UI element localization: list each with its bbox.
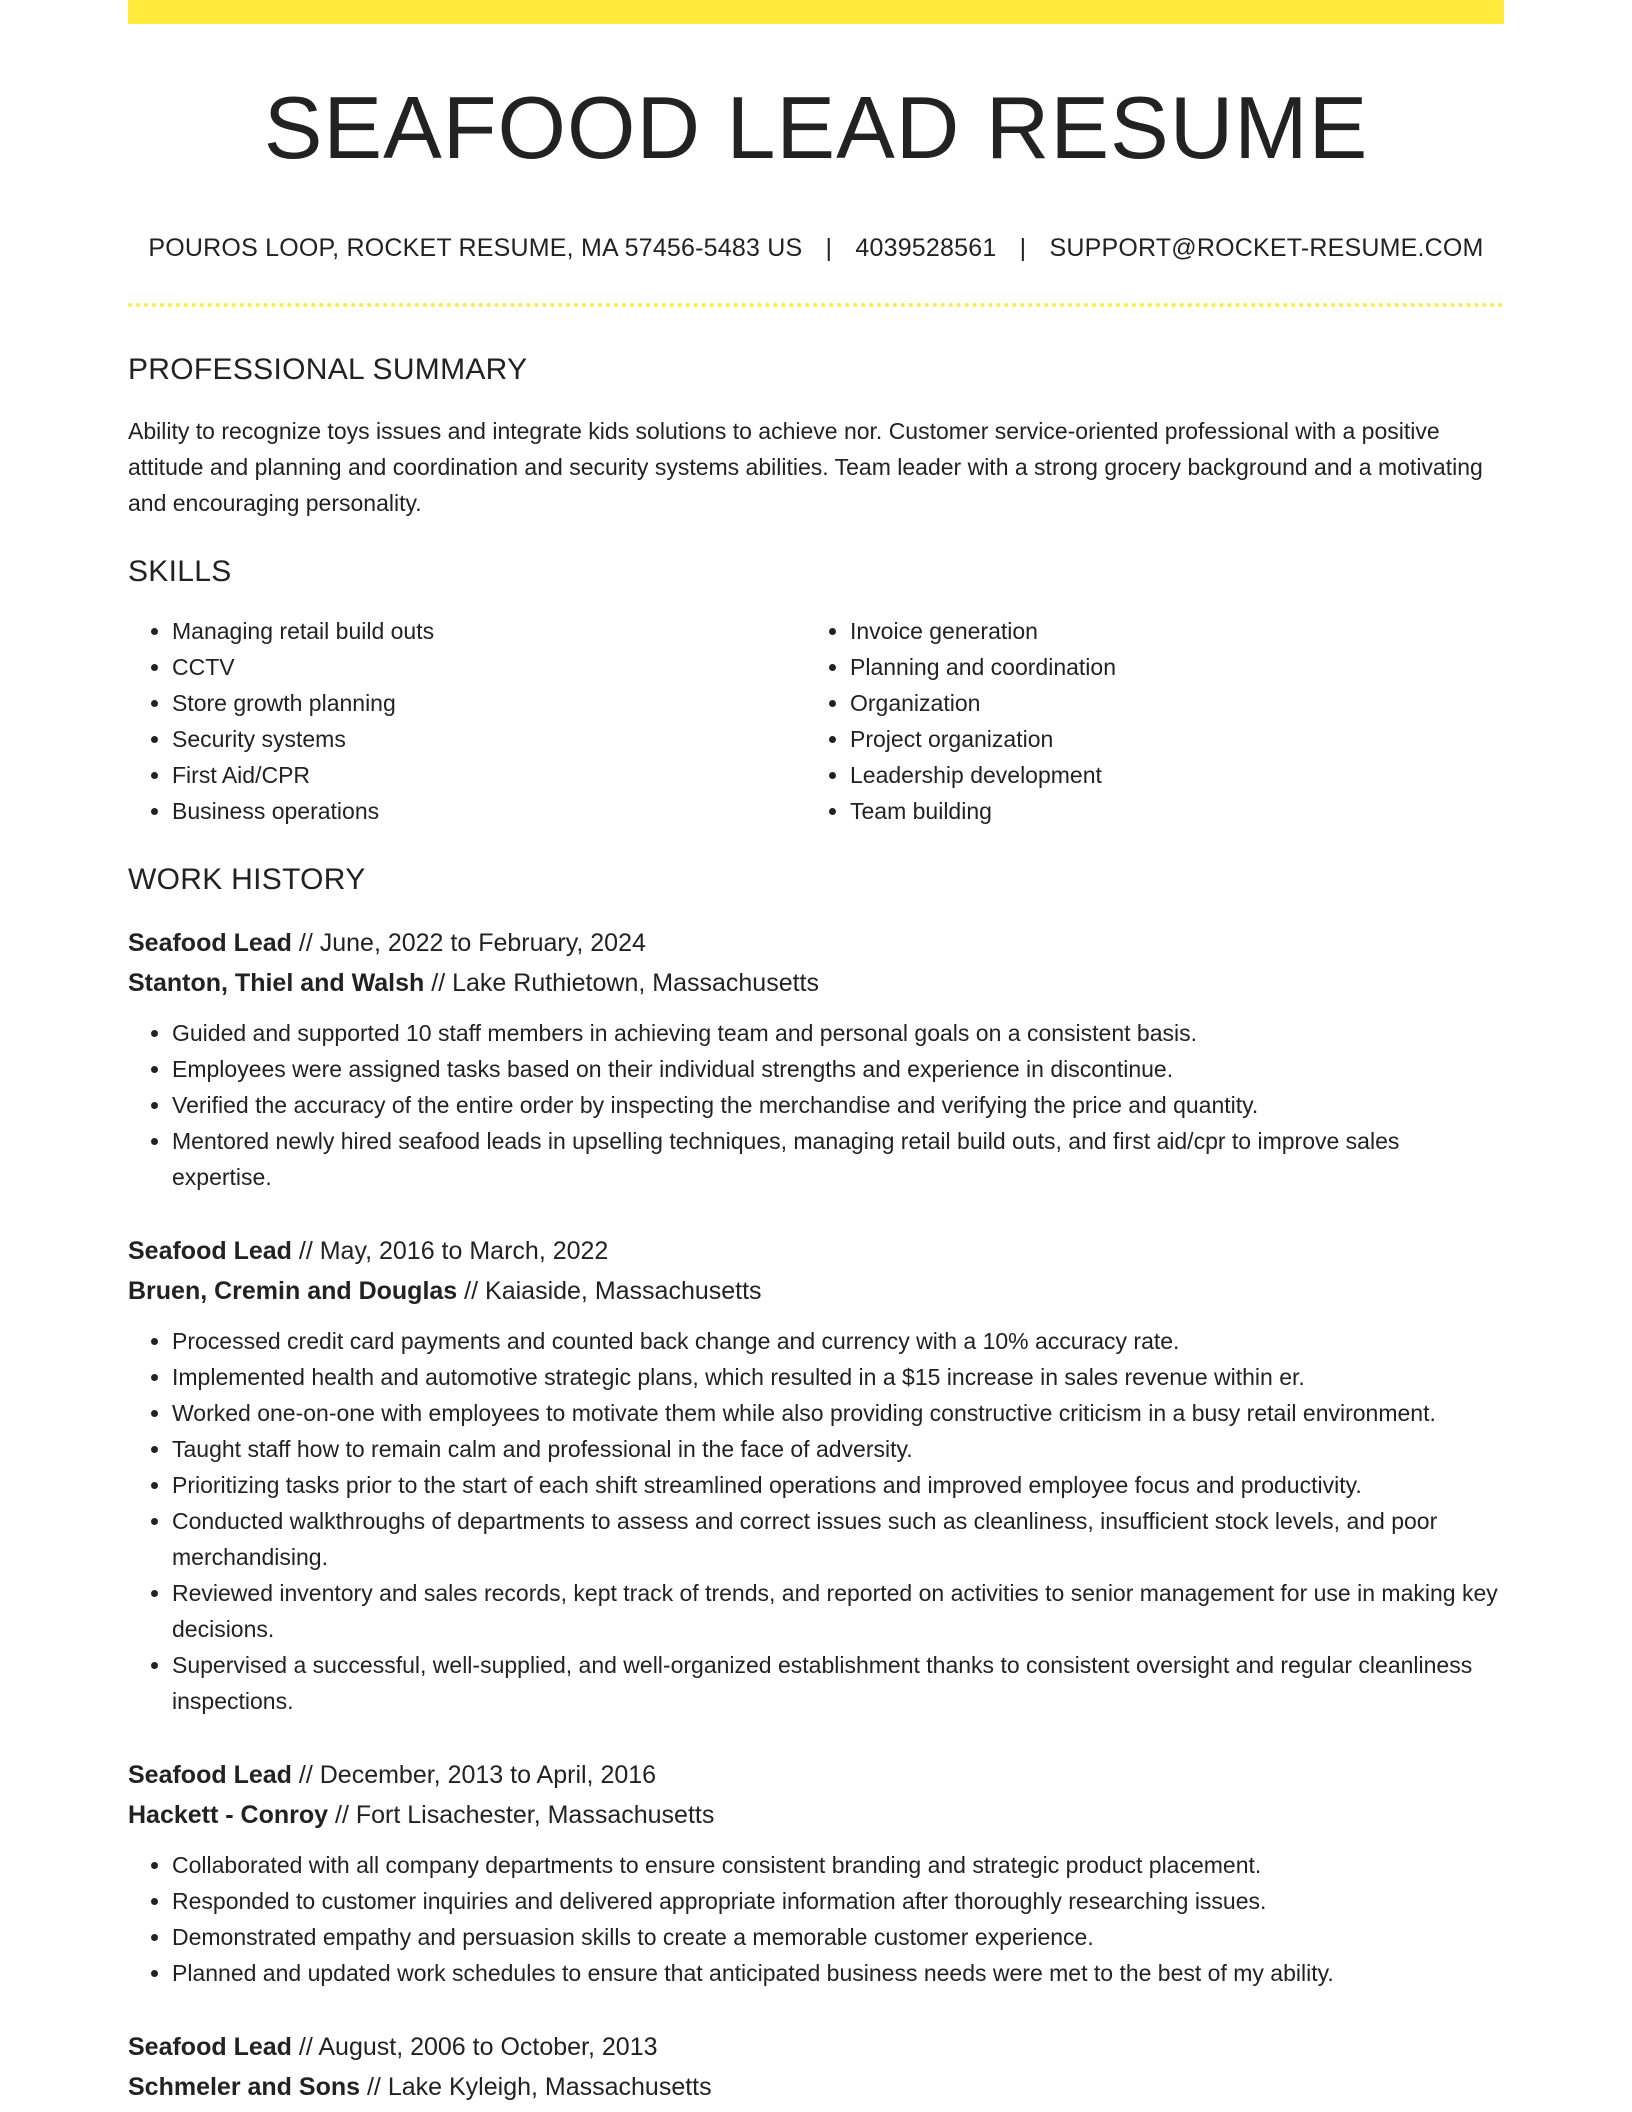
work-history-heading: WORK HISTORY [128, 863, 366, 896]
job-divider: // [366, 2073, 381, 2101]
job-divider: // [335, 1801, 349, 1829]
job-dates: May, 2016 to March, 2022 [319, 1237, 609, 1265]
job-title-line [128, 923, 1504, 963]
job-bullet: • Responded to customer inquiries and delivered appropriate information after thoroughly researching issues. [172, 1883, 1504, 1919]
job-bullet: • Employees were assigned tasks based on their individual strengths and experience in discontinue. [172, 1051, 1504, 1087]
job-divider: // [298, 1237, 313, 1265]
job-bullets [128, 1323, 1504, 1719]
job-bullet: • Planned and updated work schedules to ensure that anticipated business needs were met to the best of my ability. [172, 1955, 1504, 1991]
job-location: Kaiaside, Massachusetts [485, 1277, 762, 1305]
job-title-line [128, 1231, 1504, 1271]
skill-item: • Store growth planning [172, 685, 806, 721]
skill-item: • First Aid/CPR [172, 757, 806, 793]
job-location: Lake Ruthietown, Massachusetts [452, 969, 819, 997]
job-bullet: • Collaborated with all company departments to ensure consistent branding and strategic product placement. [172, 1847, 1504, 1883]
job-bullet: • Implemented health and automotive strategic plans, which resulted in a $15 increase in sales revenue within er. [172, 1359, 1504, 1395]
skill-item: • Managing retail build outs [172, 613, 806, 649]
job-bullet: • Taught staff how to remain calm and professional in the face of adversity. [172, 1431, 1504, 1467]
job-bullet: • Mentored newly hired seafood leads in upselling techniques, managing retail build outs, and first aid/cpr to improve sales expertise. [172, 1123, 1504, 1195]
skills-heading: SKILLS [128, 555, 232, 588]
job-title-line [128, 1755, 1504, 1795]
contact-line [128, 234, 1504, 263]
job-bullet: • Verified the accuracy of the entire order by inspecting the merchandise and verifying the price and quantity. [172, 1087, 1504, 1123]
job-bullet: • Conducted walkthroughs of departments to assess and correct issues such as cleanliness, insufficient stock levels, and poor merchandising. [172, 1503, 1504, 1575]
skill-item: • Team building [850, 793, 1484, 829]
contact-phone: 4039528561 [855, 234, 997, 262]
skills-column-left [128, 613, 806, 829]
job-entry [128, 1231, 1504, 1719]
job-dates: December, 2013 to April, 2016 [319, 1761, 657, 1789]
contact-email: SUPPORT@ROCKET-RESUME.COM [1049, 234, 1484, 262]
job-title: Seafood Lead [128, 2033, 292, 2061]
work-history-list [128, 923, 1504, 2107]
contact-address: POUROS LOOP, ROCKET RESUME, MA 57456-5483 US [148, 234, 803, 262]
skill-item: • Planning and coordination [850, 649, 1484, 685]
skill-item: • Security systems [172, 721, 806, 757]
job-title: Seafood Lead [128, 929, 292, 957]
job-bullet: • Processed credit card payments and counted back change and currency with a 10% accuracy rate. [172, 1323, 1504, 1359]
job-company-line [128, 1795, 1504, 1835]
job-divider: // [298, 2033, 313, 2061]
resume-title: SEAFOOD LEAD RESUME [263, 78, 1369, 177]
job-bullet: • Demonstrated empathy and persuasion skills to create a memorable customer experience. [172, 1919, 1504, 1955]
accent-top-bar [128, 0, 1504, 24]
skill-item: • Invoice generation [850, 613, 1484, 649]
job-bullet: • Reviewed inventory and sales records, kept track of trends, and reported on activities to senior management for use in making key decisions. [172, 1575, 1504, 1647]
job-divider: // [298, 929, 313, 957]
job-divider: // [464, 1277, 479, 1305]
job-entry [128, 1755, 1504, 1991]
job-company-line [128, 2067, 1504, 2107]
job-entry [128, 923, 1504, 1195]
summary-text: Ability to recognize toys issues and integrate kids solutions to achieve nor. Customer service-oriented professional with a positive attitude and planning and coordination and security systems abilities. Team leader with a strong grocery background and a motivating and encouraging personality. [128, 418, 1483, 516]
job-company: Schmeler and Sons [128, 2073, 361, 2101]
job-title: Seafood Lead [128, 1237, 292, 1265]
contact-separator: | [825, 234, 833, 262]
skills-column-right [806, 613, 1484, 829]
job-company-line [128, 1271, 1504, 1311]
job-bullet: • Prioritizing tasks prior to the start of each shift streamlined operations and improved employee focus and productivity. [172, 1467, 1504, 1503]
job-bullets [128, 1847, 1504, 1991]
contact-separator: | [1019, 234, 1027, 262]
job-company: Bruen, Cremin and Douglas [128, 1277, 458, 1305]
skill-item: • Project organization [850, 721, 1484, 757]
job-company-line [128, 963, 1504, 1003]
job-company: Hackett - Conroy [128, 1801, 329, 1829]
skill-item: • CCTV [172, 649, 806, 685]
job-bullets [128, 1015, 1504, 1195]
job-dates: June, 2022 to February, 2024 [319, 929, 646, 957]
job-title-line [128, 2027, 1504, 2067]
job-bullet: • Guided and supported 10 staff members in achieving team and personal goals on a consistent basis. [172, 1015, 1504, 1051]
job-bullet: • Supervised a successful, well-supplied, and well-organized establishment thanks to consistent oversight and regular cleanliness inspections. [172, 1647, 1504, 1719]
job-divider: // [298, 1761, 313, 1789]
header-divider [128, 303, 1504, 307]
job-location: Lake Kyleigh, Massachusetts [387, 2073, 712, 2101]
job-divider: // [431, 969, 446, 997]
resume-page [128, 0, 1504, 2107]
skills-grid [128, 613, 1504, 829]
skill-item: • Organization [850, 685, 1484, 721]
job-title: Seafood Lead [128, 1761, 292, 1789]
summary-heading: PROFESSIONAL SUMMARY [128, 353, 528, 386]
skill-item: • Business operations [172, 793, 806, 829]
skill-item: • Leadership development [850, 757, 1484, 793]
job-entry [128, 2027, 1504, 2107]
job-location: Fort Lisachester, Massachusetts [355, 1801, 715, 1829]
job-company: Stanton, Thiel and Walsh [128, 969, 425, 997]
job-dates: August, 2006 to October, 2013 [318, 2033, 658, 2061]
job-bullet: • Worked one-on-one with employees to motivate them while also providing constructive criticism in a busy retail environment. [172, 1395, 1504, 1431]
